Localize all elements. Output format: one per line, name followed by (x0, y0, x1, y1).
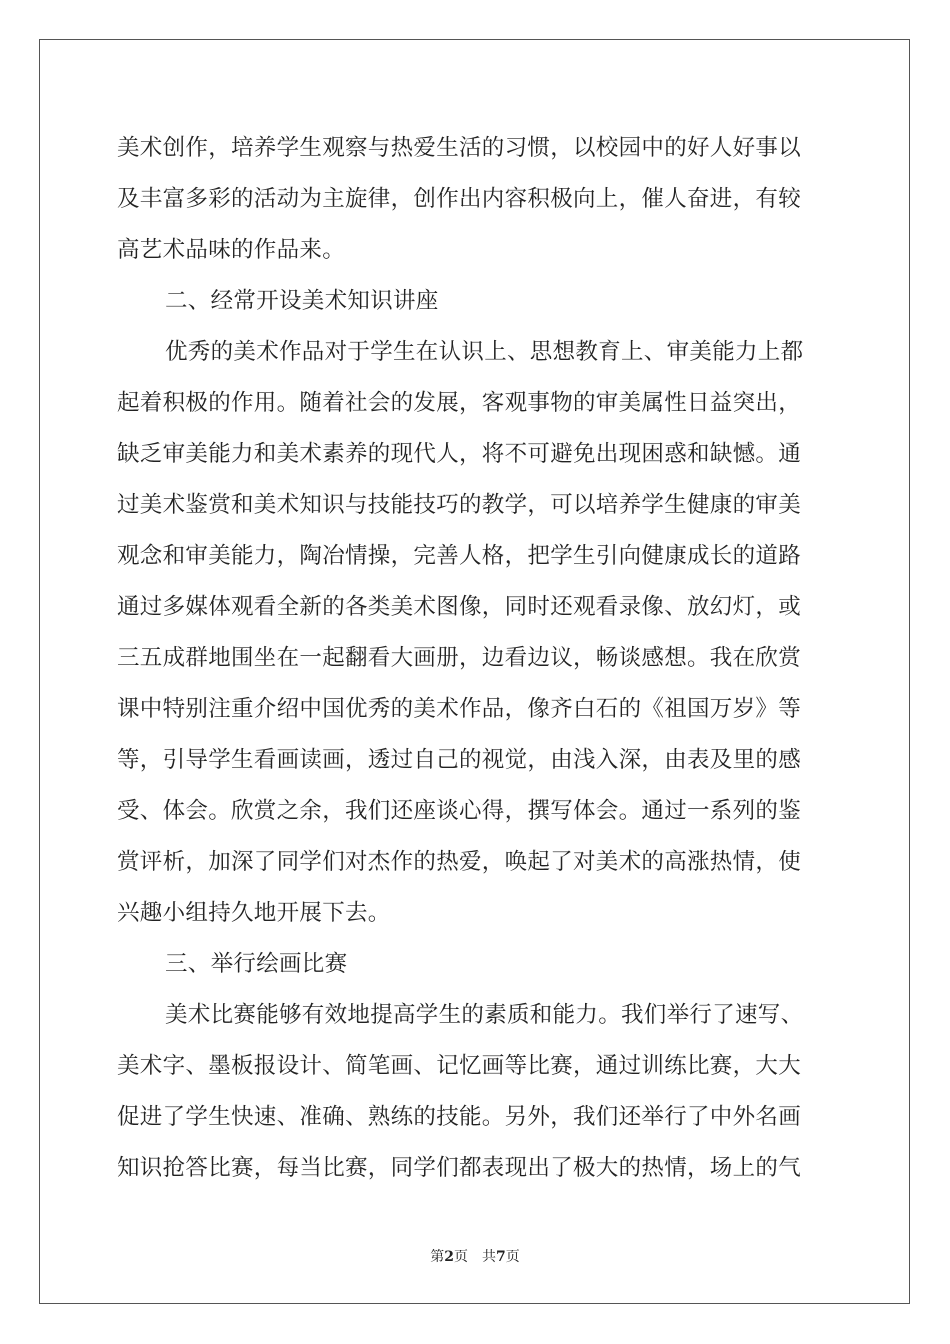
page-prefix: 第 (430, 1249, 445, 1265)
page-current: 2 (444, 1249, 454, 1265)
text-line: 三五成群地围坐在一起翻看大画册，边看边议，畅谈感想。我在欣赏 (117, 645, 802, 671)
text-line: 高艺术品味的作品来。 (117, 237, 346, 263)
text-line: 优秀的美术作品对于学生在认识上、思想教育上、审美能力上都 (165, 339, 804, 365)
text-line: 及丰富多彩的活动为主旋律，创作出内容积极向上，催人奋进，有较 (117, 186, 802, 212)
text-line: 等，引导学生看画读画，透过自己的视觉，由浅入深，由表及里的感 (117, 747, 802, 773)
text-line: 缺乏审美能力和美术素养的现代人，将不可避免出现困惑和缺憾。通 (117, 441, 802, 467)
text-line: 兴趣小组持久地开展下去。 (117, 900, 391, 926)
page-total: 7 (496, 1249, 506, 1265)
text-line: 赏评析，加深了同学们对杰作的热爱，唤起了对美术的高涨热情，使 (117, 849, 802, 875)
text-line: 过美术鉴赏和美术知识与技能技巧的教学，可以培养学生健康的审美 (117, 492, 802, 518)
text-line: 美术创作，培养学生观察与热爱生活的习惯，以校园中的好人好事以 (117, 135, 802, 161)
text-line: 观念和审美能力，陶冶情操，完善人格，把学生引向健康成长的道路 (117, 543, 802, 569)
text-line: 促进了学生快速、准确、熟练的技能。另外，我们还举行了中外名画 (117, 1104, 802, 1130)
text-line: 美术比赛能够有效地提高学生的素质和能力。我们举行了速写、 (165, 1002, 804, 1028)
section-heading: 三、举行绘画比赛 (165, 951, 348, 977)
section-heading: 二、经常开设美术知识讲座 (165, 288, 439, 314)
text-line: 知识抢答比赛，每当比赛，同学们都表现出了极大的热情，场上的气 (117, 1155, 802, 1181)
page-suffix: 页 (505, 1249, 520, 1265)
page-mid: 页 共 (454, 1249, 496, 1265)
text-line: 美术字、墨板报设计、简笔画、记忆画等比赛，通过训练比赛，大大 (117, 1053, 802, 1079)
text-line: 起着积极的作用。随着社会的发展，客观事物的审美属性日益突出， (117, 390, 802, 416)
page-footer (0, 1246, 950, 1266)
text-line: 通过多媒体观看全新的各类美术图像，同时还观看录像、放幻灯，或 (117, 594, 802, 620)
text-line: 课中特别注重介绍中国优秀的美术作品，像齐白石的《祖国万岁》等 (117, 696, 802, 722)
text-line: 受、体会。欣赏之余，我们还座谈心得，撰写体会。通过一系列的鉴 (117, 798, 802, 824)
